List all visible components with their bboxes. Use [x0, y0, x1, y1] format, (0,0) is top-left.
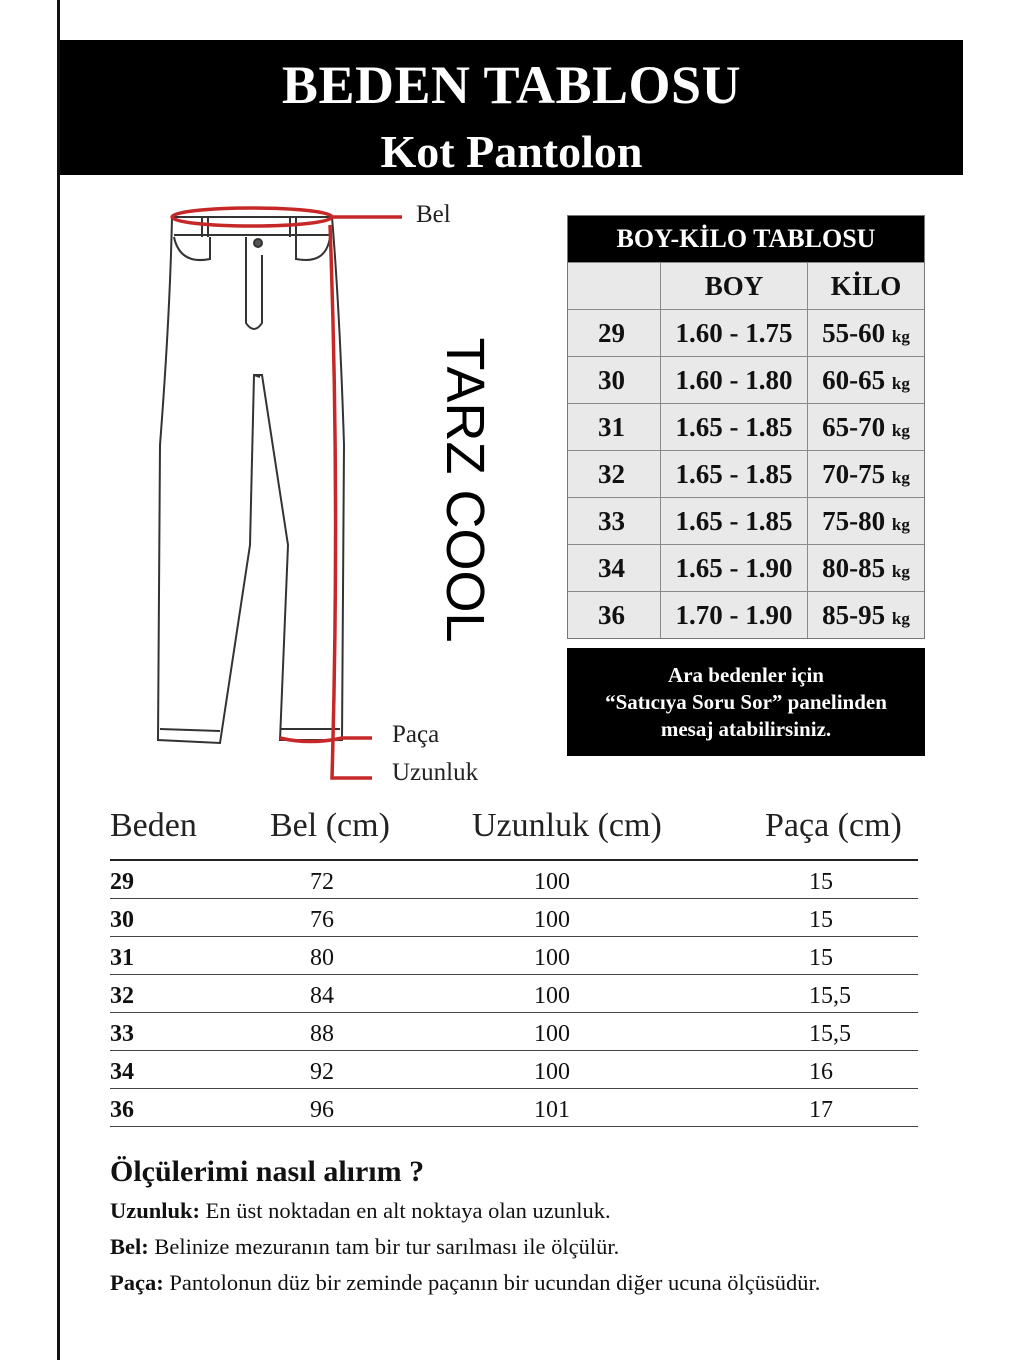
bel-label: Bel — [416, 201, 451, 228]
term-paca: Paça: — [110, 1270, 164, 1295]
header-kilo: KİLO — [830, 271, 902, 301]
instruction-bel — [110, 1233, 960, 1260]
size-cell: 34 — [568, 545, 661, 591]
unit-kg: kg — [891, 374, 910, 393]
unit-kg: kg — [891, 609, 910, 628]
size-measurement-table — [110, 805, 918, 1127]
left-border-line — [57, 0, 60, 1360]
boy-cell: 1.65 - 1.90 — [661, 545, 808, 591]
table-row — [110, 1089, 918, 1127]
uzunluk-label: Uzunluk — [392, 759, 479, 786]
kilo-cell: 60-65 kg — [822, 365, 910, 395]
bel-cell: 72 — [310, 869, 334, 895]
boy-cell: 1.65 - 1.85 — [661, 451, 808, 497]
boy-cell: 1.60 - 1.80 — [661, 357, 808, 403]
bel-cell: 80 — [310, 945, 334, 971]
bel-cell: 96 — [310, 1097, 334, 1123]
bel-cell: 76 — [310, 907, 334, 933]
paca-cell: 15,5 — [809, 983, 851, 1009]
text-uzunluk: En üst noktadan en alt noktaya olan uzunluk. — [200, 1198, 611, 1223]
text-paca: Pantolonun düz bir zeminde paçanın bir ucundan diğer ucuna ölçüsüdür. — [163, 1270, 821, 1295]
kilo-cell: 75-80 kg — [822, 506, 910, 536]
page-subtitle: Kot Pantolon — [380, 126, 643, 177]
instructions-title: Ölçülerimi nasıl alırım ? — [110, 1155, 425, 1188]
unit-kg: kg — [891, 515, 910, 534]
header-banner — [60, 40, 963, 175]
uzunluk-cell: 100 — [534, 983, 570, 1009]
size-cell: 36 — [568, 592, 661, 638]
note-line-2: “Satıcıya Soru Sor” panelinden — [605, 690, 887, 714]
instruction-paca — [110, 1269, 960, 1296]
header-empty — [568, 263, 661, 309]
size-cell: 33 — [568, 498, 661, 544]
boy-cell: 1.65 - 1.85 — [661, 498, 808, 544]
beden-cell: 29 — [110, 869, 134, 895]
uzunluk-cell: 100 — [534, 869, 570, 895]
bel-cell: 88 — [310, 1021, 334, 1047]
table-row — [568, 450, 924, 497]
boy-cell: 1.70 - 1.90 — [661, 592, 808, 638]
header-uzunluk: Uzunluk (cm) — [472, 807, 662, 844]
table-row — [568, 591, 924, 638]
size-cell: 29 — [568, 310, 661, 356]
table-row — [568, 309, 924, 356]
size-cell: 30 — [568, 357, 661, 403]
paca-cell: 17 — [809, 1097, 833, 1123]
boy-kilo-header-row — [568, 262, 924, 309]
note-line-1: Ara bedenler için — [668, 663, 824, 687]
boy-kilo-table — [567, 215, 925, 639]
uzunluk-cell: 100 — [534, 1059, 570, 1085]
uzunluk-cell: 100 — [534, 945, 570, 971]
uzunluk-cell: 101 — [534, 1097, 570, 1123]
beden-cell: 30 — [110, 907, 134, 933]
kilo-cell: 70-75 kg — [822, 459, 910, 489]
kilo-cell: 85-95 kg — [822, 600, 910, 630]
table-row — [110, 1013, 918, 1051]
table-row — [110, 975, 918, 1013]
boy-cell: 1.60 - 1.75 — [661, 310, 808, 356]
header-paca: Paça (cm) — [765, 807, 902, 844]
beden-cell: 32 — [110, 983, 134, 1009]
size-cell: 31 — [568, 404, 661, 450]
header-bel: Bel (cm) — [270, 807, 390, 844]
size-cell: 32 — [568, 451, 661, 497]
intermediate-size-note — [567, 648, 925, 756]
paca-cell: 15 — [809, 869, 833, 895]
header-boy: BOY — [661, 263, 808, 309]
kilo-cell: 80-85 kg — [822, 553, 910, 583]
beden-cell: 33 — [110, 1021, 134, 1047]
note-line-3: mesaj atabilirsiniz. — [660, 717, 832, 741]
measurement-instructions — [110, 1155, 960, 1305]
page-title: BEDEN TABLOSU — [281, 55, 742, 115]
brand-text: TARZ COOL — [435, 337, 495, 643]
table-row — [110, 899, 918, 937]
paca-cell: 15 — [809, 907, 833, 933]
kilo-cell: 65-70 kg — [822, 412, 910, 442]
paca-cell: 16 — [809, 1059, 833, 1085]
table-row — [110, 1051, 918, 1089]
table-row — [110, 861, 918, 899]
unit-kg: kg — [891, 562, 910, 581]
table-row — [110, 937, 918, 975]
bel-cell: 84 — [310, 983, 334, 1009]
table-row — [568, 403, 924, 450]
term-uzunluk: Uzunluk: — [110, 1198, 201, 1223]
beden-cell: 36 — [110, 1097, 134, 1123]
beden-cell: 34 — [110, 1059, 134, 1085]
header-beden: Beden — [110, 807, 197, 844]
boy-cell: 1.65 - 1.85 — [661, 404, 808, 450]
kilo-cell: 55-60 kg — [822, 318, 910, 348]
text-bel: Belinize mezuranın tam bir tur sarılması ile ölçülür. — [148, 1234, 620, 1259]
unit-kg: kg — [891, 468, 910, 487]
instruction-uzunluk — [110, 1197, 960, 1224]
uzunluk-cell: 100 — [534, 907, 570, 933]
bel-cell: 92 — [310, 1059, 334, 1085]
beden-cell: 31 — [110, 945, 134, 971]
boy-kilo-title: BOY-KİLO TABLOSU — [568, 216, 924, 262]
table-row — [568, 356, 924, 403]
paca-cell: 15,5 — [809, 1021, 851, 1047]
paca-cell: 15 — [809, 945, 833, 971]
unit-kg: kg — [891, 327, 910, 346]
table-row — [568, 497, 924, 544]
uzunluk-cell: 100 — [534, 1021, 570, 1047]
term-bel: Bel: — [110, 1234, 149, 1259]
table-row — [568, 544, 924, 591]
unit-kg: kg — [891, 421, 910, 440]
size-table-header — [110, 805, 918, 861]
paca-label: Paça — [392, 721, 440, 748]
